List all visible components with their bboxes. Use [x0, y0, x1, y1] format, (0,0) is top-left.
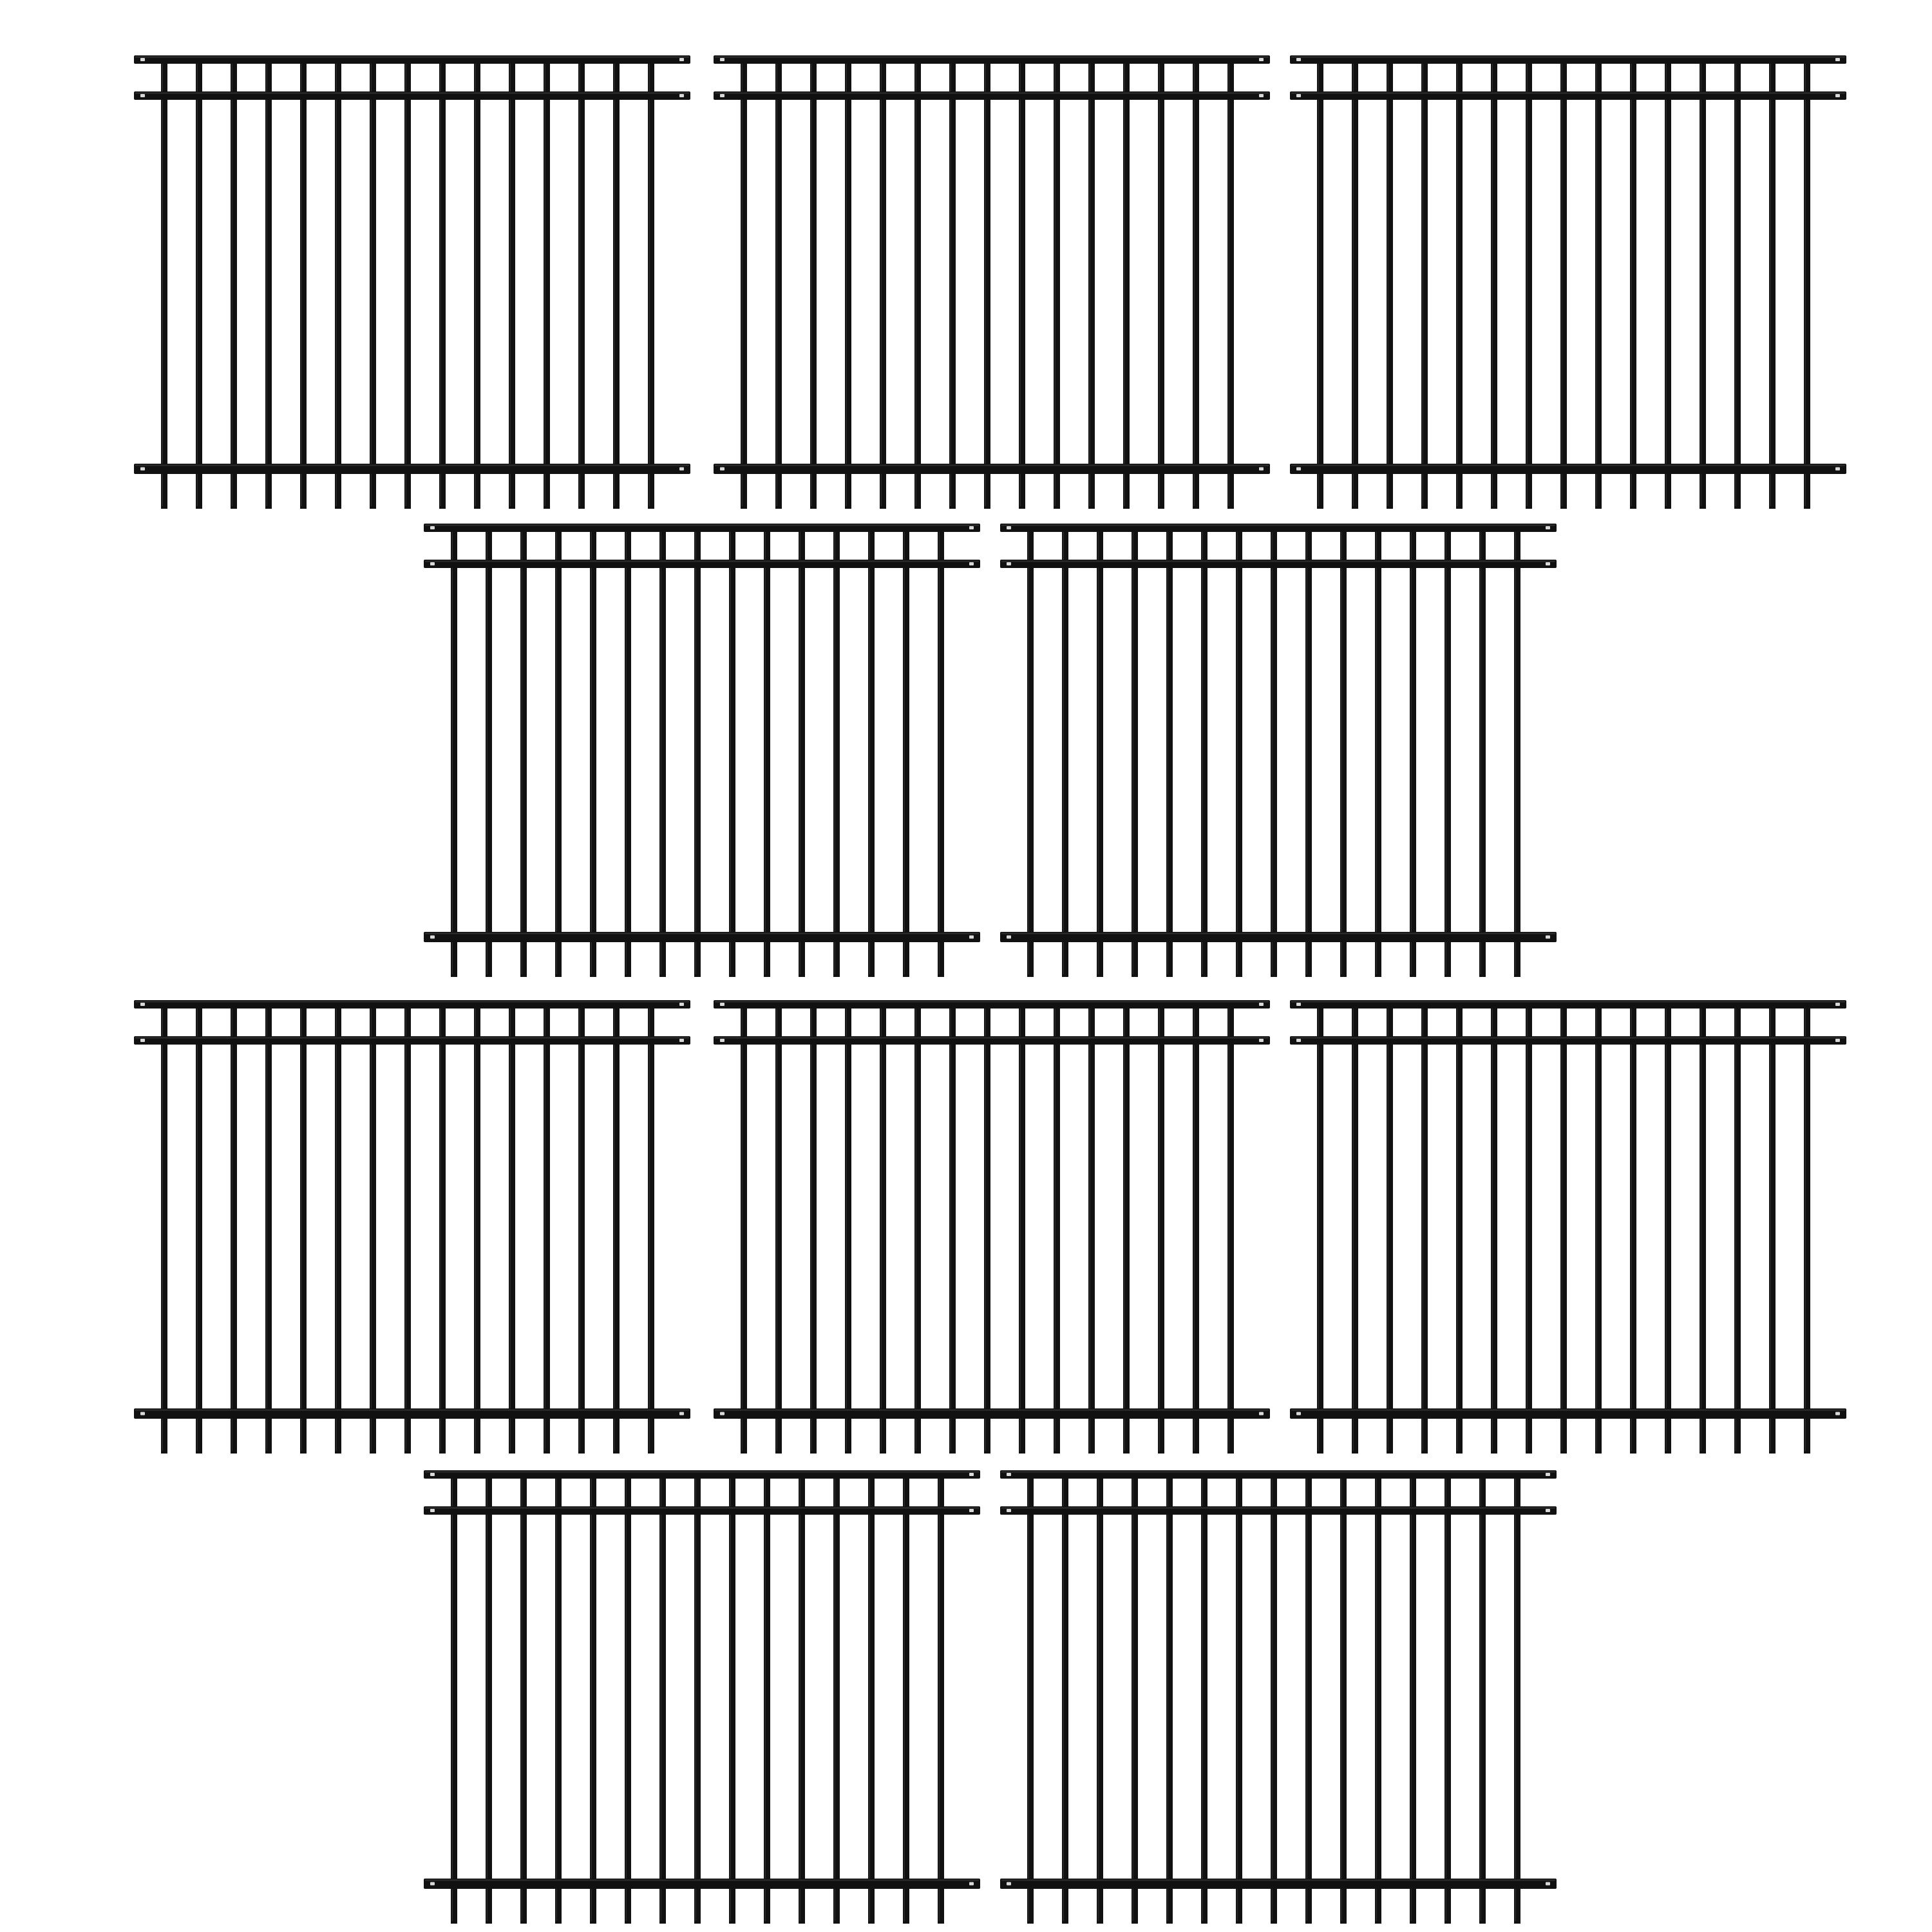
fence-picket-highlight [777, 1004, 778, 1451]
fence-picket-highlight [1457, 1004, 1459, 1451]
fence-panel [1285, 995, 1852, 1459]
mounting-hole [1835, 58, 1840, 61]
fence-picket-highlight [197, 1004, 198, 1451]
fence-picket-highlight [811, 59, 813, 506]
fence-picket-highlight [1159, 1004, 1160, 1451]
fence-panel-drawing [995, 518, 1562, 982]
mounting-hole [1296, 1039, 1301, 1042]
fence-picket-highlight [1020, 1004, 1021, 1451]
fence-picket-highlight [1770, 59, 1772, 506]
fence-picket-highlight [1376, 527, 1378, 974]
fence-rail-highlight [425, 1472, 979, 1473]
mounting-hole [969, 1509, 974, 1512]
fence-panel [995, 518, 1562, 982]
fence-picket-highlight [1272, 527, 1273, 974]
fence-rail-highlight [1291, 1037, 1845, 1039]
fence-picket-highlight [939, 527, 940, 974]
fence-picket-highlight [661, 1474, 662, 1921]
fence-rail-highlight [135, 93, 689, 94]
fence-picket-highlight [1159, 59, 1160, 506]
fence-picket-highlight [452, 1474, 453, 1921]
mounting-hole [969, 1882, 974, 1886]
fence-picket-highlight [881, 1004, 882, 1451]
fence-panel-drawing [708, 995, 1275, 1459]
fence-picket-highlight [730, 527, 732, 974]
fence-picket-highlight [510, 1004, 511, 1451]
fence-picket-highlight [1124, 1004, 1126, 1451]
fence-picket-highlight [475, 59, 477, 506]
fence-panel-drawing [995, 1465, 1562, 1929]
fence-picket-highlight [1098, 1474, 1099, 1921]
fence-picket-highlight [800, 527, 801, 974]
fence-picket-highlight [556, 1474, 558, 1921]
fence-picket-highlight [1055, 1004, 1056, 1451]
fence-rail-highlight [425, 1508, 979, 1509]
fence-picket-highlight [626, 1474, 627, 1921]
fence-picket-highlight [765, 1474, 766, 1921]
mounting-hole [1835, 1039, 1840, 1042]
fence-picket-highlight [336, 59, 337, 506]
fence-panel-drawing [129, 995, 696, 1459]
fence-picket-highlight [846, 59, 848, 506]
mounting-hole [1546, 936, 1550, 939]
mounting-hole [1835, 1003, 1840, 1006]
fence-picket-highlight [1515, 1474, 1517, 1921]
fence-picket-highlight [649, 59, 650, 506]
fence-picket-highlight [1481, 1474, 1482, 1921]
fence-panel [419, 518, 985, 982]
fence-picket-highlight [522, 527, 523, 974]
fence-picket-highlight [301, 59, 303, 506]
fence-picket-highlight [1666, 1004, 1667, 1451]
fence-picket-highlight [1492, 59, 1493, 506]
mounting-hole [140, 1003, 145, 1006]
fence-picket-highlight [1055, 59, 1056, 506]
fence-picket-highlight [1481, 527, 1482, 974]
fence-picket-highlight [1805, 1004, 1806, 1451]
fence-picket-highlight [742, 59, 743, 506]
fence-picket-highlight [1701, 1004, 1702, 1451]
mounting-hole [679, 468, 684, 471]
fence-picket-highlight [1341, 1474, 1343, 1921]
fence-rail-highlight [1001, 1472, 1555, 1473]
mounting-hole [430, 936, 435, 939]
mounting-hole [140, 58, 145, 61]
fence-picket-highlight [1133, 1474, 1134, 1921]
fence-picket-highlight [649, 1004, 650, 1451]
fence-picket-highlight [730, 1474, 732, 1921]
mounting-hole [1296, 58, 1301, 61]
fence-picket-highlight [614, 1004, 616, 1451]
fence-picket-highlight [371, 59, 372, 506]
fence-picket-highlight [1318, 59, 1320, 506]
fence-rail-highlight [135, 1410, 689, 1411]
fence-picket-highlight [696, 527, 697, 974]
fence-picket-highlight [232, 59, 233, 506]
fence-rail-highlight [715, 465, 1269, 466]
fence-rail-highlight [715, 1001, 1269, 1003]
fence-panel [419, 1465, 985, 1929]
fence-picket-highlight [742, 1004, 743, 1451]
fence-picket-highlight [1736, 59, 1737, 506]
mounting-hole [1296, 94, 1301, 97]
fence-picket-highlight [1457, 59, 1459, 506]
mounting-hole [1007, 1473, 1011, 1476]
fence-picket-highlight [1376, 1474, 1378, 1921]
mounting-hole [720, 58, 724, 61]
fence-panel-drawing [419, 1465, 985, 1929]
fence-picket-highlight [916, 59, 917, 506]
mounting-hole [1007, 562, 1011, 565]
fence-picket-highlight [985, 1004, 987, 1451]
fence-picket-highlight [1202, 527, 1204, 974]
fence-picket-highlight [1020, 59, 1021, 506]
mounting-hole [679, 1412, 684, 1416]
fence-picket-highlight [1388, 1004, 1389, 1451]
mounting-hole [1296, 468, 1301, 471]
fence-picket-highlight [1701, 59, 1702, 506]
fence-picket-highlight [1527, 59, 1528, 506]
fence-rail-highlight [715, 93, 1269, 94]
fence-rail-highlight [1001, 1880, 1555, 1881]
fence-rail-highlight [425, 525, 979, 526]
fence-picket-highlight [1423, 1004, 1424, 1451]
fence-picket-highlight [869, 1474, 871, 1921]
fence-picket-highlight [904, 1474, 905, 1921]
fence-picket-highlight [1028, 1474, 1030, 1921]
fence-picket-highlight [1631, 1004, 1633, 1451]
fence-panel-drawing [1285, 50, 1852, 514]
mounting-hole [1007, 526, 1011, 529]
fence-panel-drawing [419, 518, 985, 982]
fence-picket-highlight [661, 527, 662, 974]
fence-picket-highlight [939, 1474, 940, 1921]
fence-rail-highlight [1001, 1508, 1555, 1509]
fence-picket-highlight [916, 1004, 917, 1451]
mounting-hole [1546, 526, 1550, 529]
fence-panel [708, 995, 1275, 1459]
fence-rail-highlight [1291, 93, 1845, 94]
fence-picket-highlight [1631, 59, 1633, 506]
fence-rail-highlight [1291, 1410, 1845, 1411]
fence-panel-drawing [129, 50, 696, 514]
fence-panel [708, 50, 1275, 514]
fence-panel-drawing [1285, 995, 1852, 1459]
fence-picket-highlight [1168, 1474, 1169, 1921]
mounting-hole [430, 1509, 435, 1512]
fence-picket-highlight [371, 1004, 372, 1451]
fence-picket-highlight [162, 1004, 164, 1451]
mounting-hole [1259, 468, 1264, 471]
fence-picket-highlight [1124, 59, 1126, 506]
fence-picket-highlight [1229, 59, 1230, 506]
fence-picket-highlight [1307, 527, 1308, 974]
fence-picket-highlight [1237, 527, 1238, 974]
fence-picket-highlight [591, 527, 592, 974]
fence-picket-highlight [1411, 1474, 1412, 1921]
fence-picket-highlight [777, 59, 778, 506]
fence-picket-highlight [811, 1004, 813, 1451]
fence-picket-highlight [1194, 1004, 1195, 1451]
fence-picket-highlight [1098, 527, 1099, 974]
mounting-hole [679, 1003, 684, 1006]
fence-picket-highlight [1596, 59, 1598, 506]
fence-picket-highlight [440, 1004, 442, 1451]
fence-picket-highlight [1353, 1004, 1354, 1451]
mounting-hole [1296, 1003, 1301, 1006]
mounting-hole [1835, 94, 1840, 97]
mounting-hole [969, 1473, 974, 1476]
mounting-hole [1259, 1003, 1264, 1006]
fence-picket-highlight [835, 1474, 836, 1921]
fence-picket-highlight [1272, 1474, 1273, 1921]
fence-picket-highlight [765, 527, 766, 974]
fence-picket-highlight [162, 59, 164, 506]
fence-picket-highlight [626, 527, 627, 974]
fence-picket-highlight [1805, 59, 1806, 506]
mounting-hole [1259, 58, 1264, 61]
fence-picket-highlight [591, 1474, 592, 1921]
fence-picket-highlight [1090, 1004, 1091, 1451]
mounting-hole [430, 1882, 435, 1886]
fence-picket-highlight [580, 59, 581, 506]
fence-rail-highlight [715, 1037, 1269, 1039]
fence-picket-highlight [267, 1004, 268, 1451]
fence-picket-highlight [951, 1004, 952, 1451]
fence-picket-highlight [1133, 527, 1134, 974]
fence-picket-highlight [440, 59, 442, 506]
fence-picket-highlight [510, 59, 511, 506]
fence-picket-highlight [1562, 59, 1563, 506]
fence-rail-highlight [715, 57, 1269, 58]
fence-picket-highlight [1446, 527, 1447, 974]
fence-picket-highlight [1341, 527, 1343, 974]
fence-rail-highlight [1001, 561, 1555, 562]
fence-picket-highlight [452, 527, 453, 974]
fence-picket-highlight [545, 1004, 546, 1451]
fence-picket-highlight [1527, 1004, 1528, 1451]
fence-picket-highlight [580, 1004, 581, 1451]
mounting-hole [720, 1412, 724, 1416]
fence-picket-highlight [267, 59, 268, 506]
fence-panel [129, 995, 696, 1459]
fence-panel [1285, 50, 1852, 514]
fence-picket-highlight [1194, 59, 1195, 506]
fence-picket-highlight [522, 1474, 523, 1921]
fence-panel-drawing [708, 50, 1275, 514]
fence-picket-highlight [475, 1004, 477, 1451]
fence-rail-highlight [425, 561, 979, 562]
fence-rail-highlight [715, 1410, 1269, 1411]
fence-picket-highlight [985, 59, 987, 506]
mounting-hole [720, 1039, 724, 1042]
mounting-hole [1546, 1882, 1550, 1886]
fence-rail-highlight [1291, 57, 1845, 58]
fence-picket-highlight [1028, 527, 1030, 974]
fence-picket-highlight [1446, 1474, 1447, 1921]
fence-picket-highlight [1063, 527, 1065, 974]
mounting-hole [969, 526, 974, 529]
fence-picket-highlight [1411, 527, 1412, 974]
mounting-hole [1259, 94, 1264, 97]
fence-picket-highlight [1237, 1474, 1238, 1921]
mounting-hole [720, 468, 724, 471]
fence-picket-highlight [904, 527, 905, 974]
fence-picket-highlight [1353, 59, 1354, 506]
mounting-hole [969, 562, 974, 565]
mounting-hole [720, 94, 724, 97]
mounting-hole [1296, 1412, 1301, 1416]
fence-picket-highlight [197, 59, 198, 506]
mounting-hole [1546, 562, 1550, 565]
fence-picket-highlight [800, 1474, 801, 1921]
fence-picket-highlight [1492, 1004, 1493, 1451]
mounting-hole [1546, 1509, 1550, 1512]
mounting-hole [140, 468, 145, 471]
fence-picket-highlight [1770, 1004, 1772, 1451]
mounting-hole [969, 936, 974, 939]
fence-rail-highlight [1291, 465, 1845, 466]
mounting-hole [679, 94, 684, 97]
fence-picket-highlight [881, 59, 882, 506]
mounting-hole [430, 1473, 435, 1476]
fence-picket-highlight [336, 1004, 337, 1451]
fence-picket-highlight [1202, 1474, 1204, 1921]
mounting-hole [1835, 468, 1840, 471]
fence-picket-highlight [232, 1004, 233, 1451]
fence-panel [129, 50, 696, 514]
fence-picket-highlight [1666, 59, 1667, 506]
fence-picket-highlight [406, 1004, 407, 1451]
fence-rail-highlight [425, 1880, 979, 1881]
fence-rail-highlight [135, 57, 689, 58]
fence-rail-highlight [1001, 525, 1555, 526]
fence-picket-highlight [1168, 527, 1169, 974]
fence-rail-highlight [1291, 1001, 1845, 1003]
fence-picket-highlight [301, 1004, 303, 1451]
fence-picket-highlight [1229, 1004, 1230, 1451]
mounting-hole [679, 1039, 684, 1042]
mounting-hole [430, 526, 435, 529]
fence-picket-highlight [951, 59, 952, 506]
mounting-hole [1259, 1412, 1264, 1416]
mounting-hole [1546, 1473, 1550, 1476]
fence-picket-highlight [545, 59, 546, 506]
fence-picket-highlight [1090, 59, 1091, 506]
mounting-hole [1007, 1882, 1011, 1886]
fence-picket-highlight [487, 527, 488, 974]
fence-picket-highlight [556, 527, 558, 974]
mounting-hole [720, 1003, 724, 1006]
fence-rail-highlight [135, 1001, 689, 1003]
mounting-hole [1007, 1509, 1011, 1512]
mounting-hole [1007, 936, 1011, 939]
fence-picket-highlight [846, 1004, 848, 1451]
fence-panel [995, 1465, 1562, 1929]
fence-picket-highlight [406, 59, 407, 506]
fence-picket-highlight [487, 1474, 488, 1921]
mounting-hole [430, 562, 435, 565]
fence-picket-highlight [1562, 1004, 1563, 1451]
fence-picket-highlight [869, 527, 871, 974]
fence-picket-highlight [1736, 1004, 1737, 1451]
fence-picket-highlight [1318, 1004, 1320, 1451]
mounting-hole [140, 1412, 145, 1416]
fence-rail-highlight [1001, 933, 1555, 934]
fence-picket-highlight [1515, 527, 1517, 974]
fence-picket-highlight [1423, 59, 1424, 506]
fence-rail-highlight [425, 933, 979, 934]
fence-picket-highlight [1388, 59, 1389, 506]
fence-picket-highlight [1063, 1474, 1065, 1921]
mounting-hole [140, 1039, 145, 1042]
fence-picket-highlight [835, 527, 836, 974]
fence-rail-highlight [135, 1037, 689, 1039]
mounting-hole [140, 94, 145, 97]
fence-picket-highlight [614, 59, 616, 506]
mounting-hole [1259, 1039, 1264, 1042]
fence-picket-highlight [1307, 1474, 1308, 1921]
fence-picket-highlight [696, 1474, 697, 1921]
fence-picket-highlight [1596, 1004, 1598, 1451]
mounting-hole [679, 58, 684, 61]
mounting-hole [1835, 1412, 1840, 1416]
fence-rail-highlight [135, 465, 689, 466]
